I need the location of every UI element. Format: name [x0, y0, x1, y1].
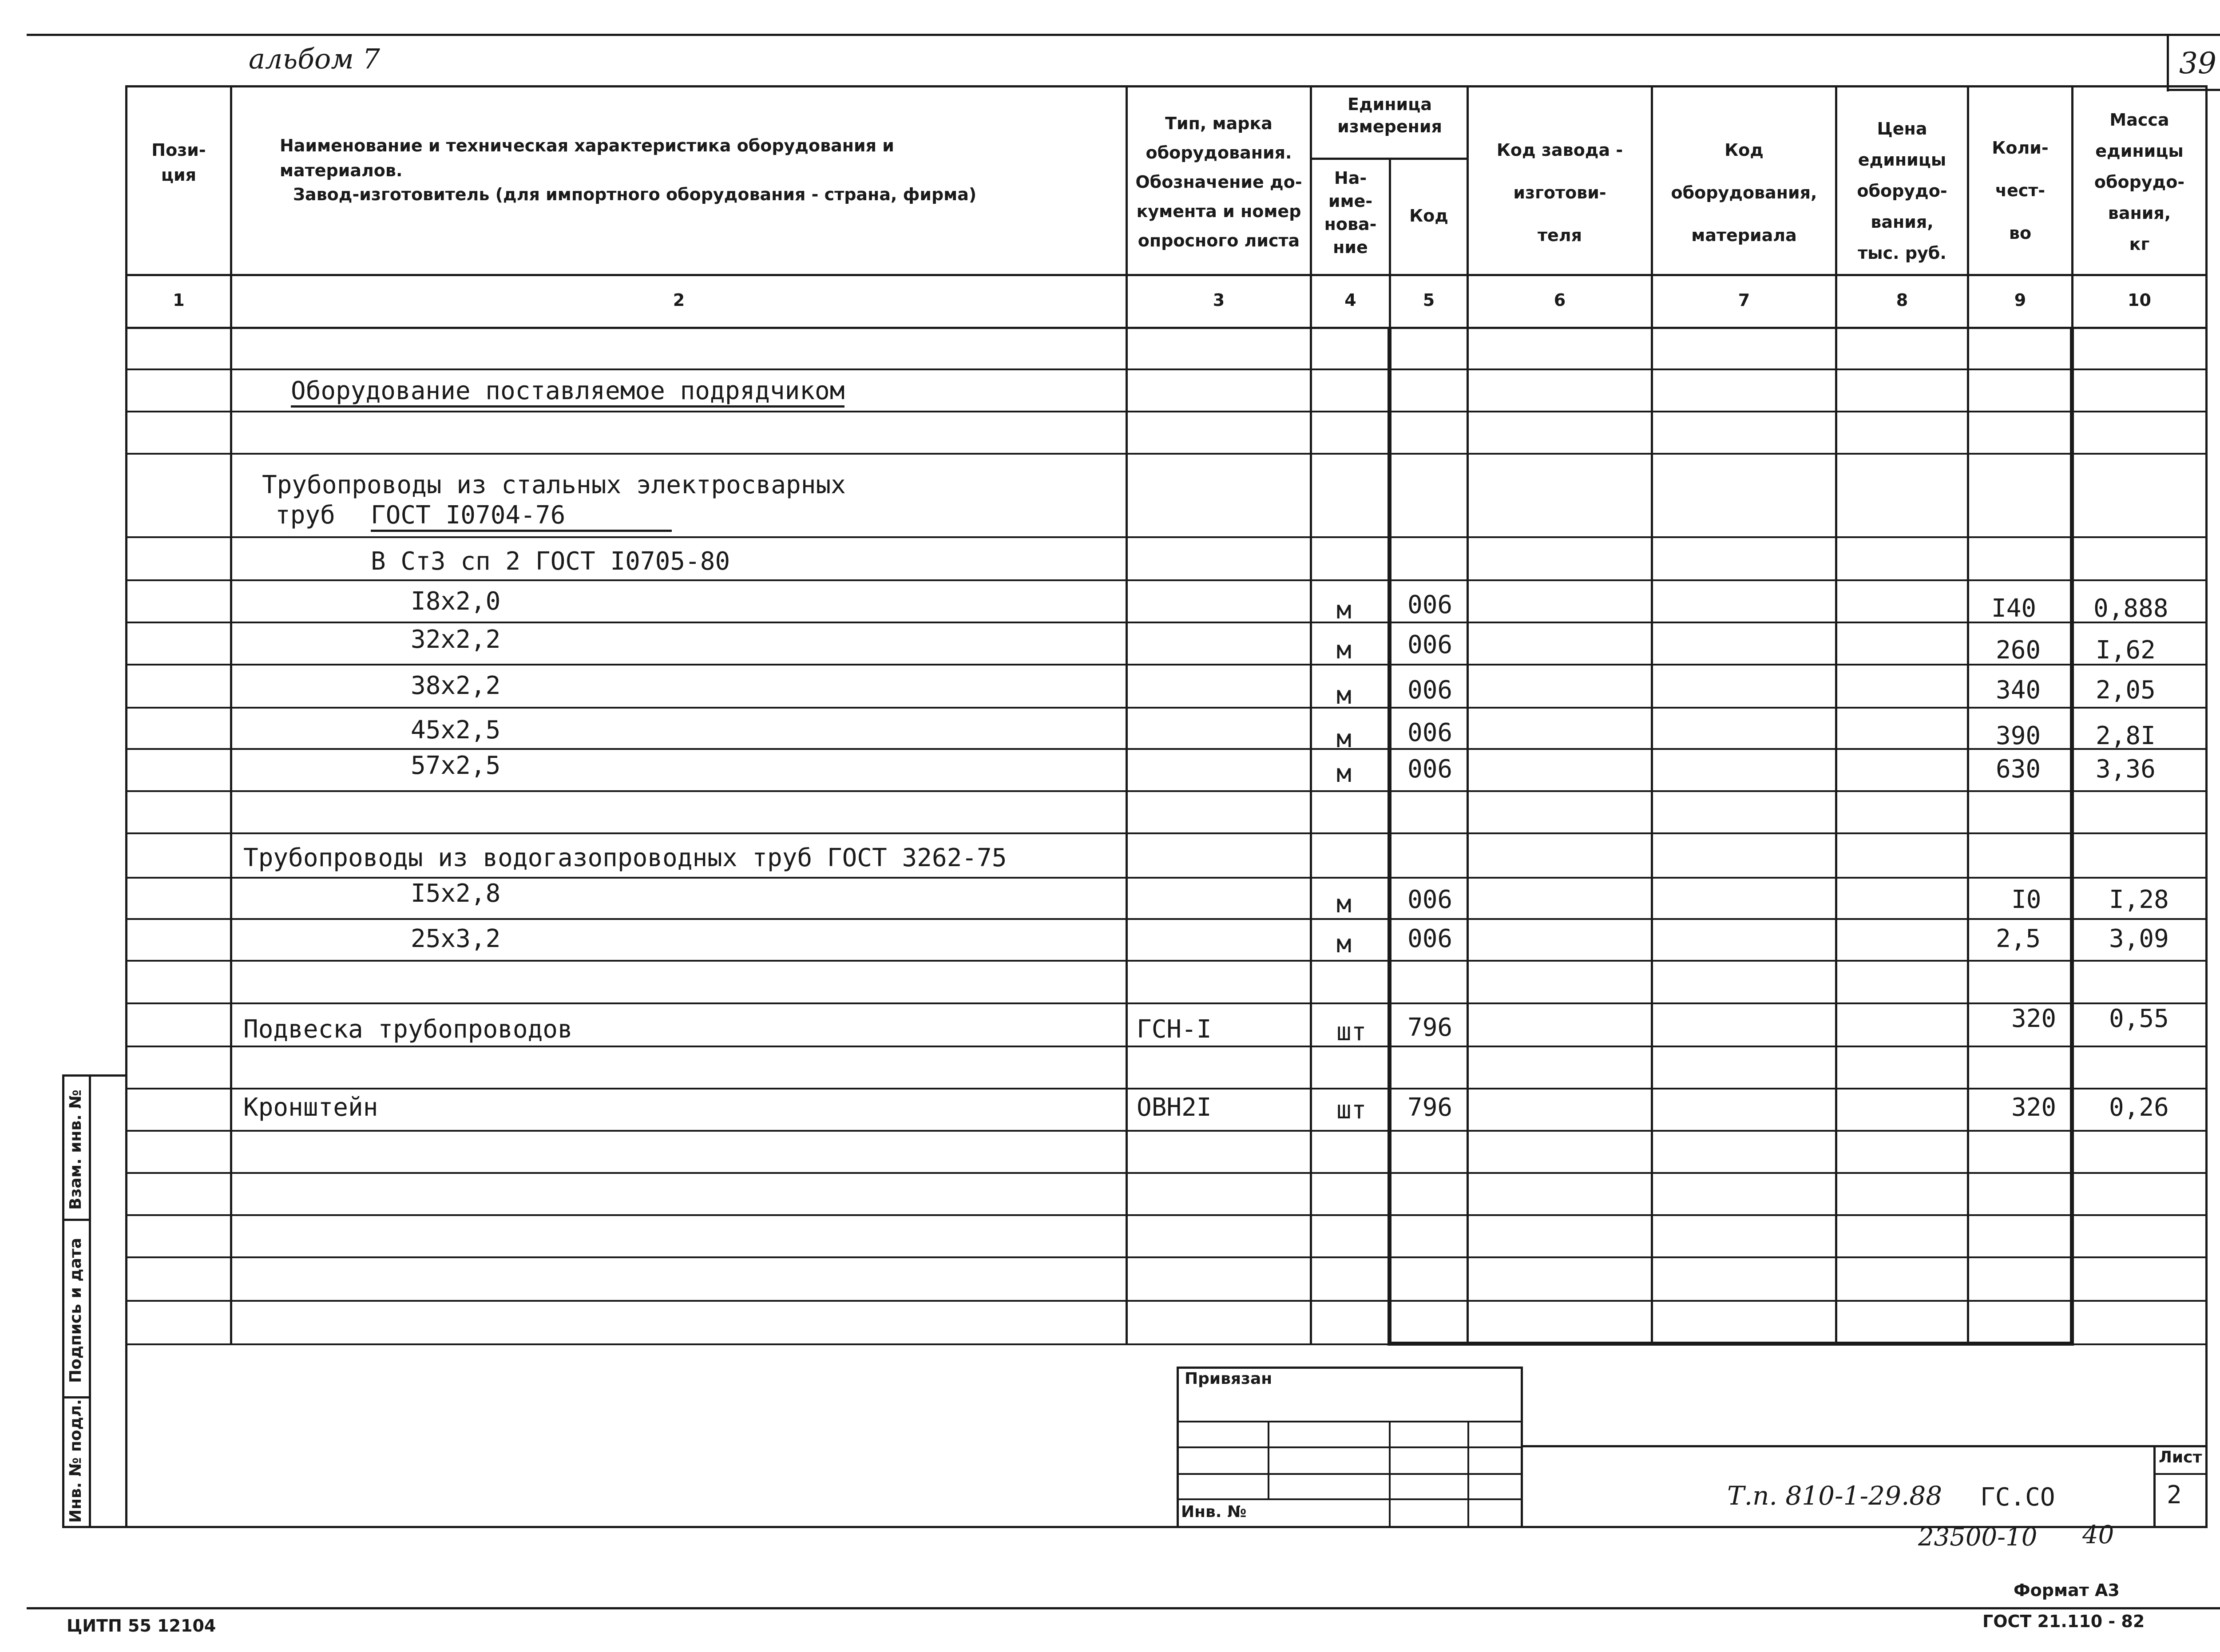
pipe-qty: 390: [1996, 721, 2041, 750]
header-unit-code: Код: [1409, 206, 1448, 226]
header-factory-code: Код завода - изготови- теля: [1496, 140, 1623, 245]
page-number-box-bottom: [2167, 89, 2220, 91]
hanger-unit: шт: [1336, 1018, 1367, 1046]
top-rule: [27, 34, 2220, 36]
hanger-qty: 320: [2011, 1004, 2057, 1033]
bottom-rule: [27, 1607, 2220, 1609]
pipe-qty: 630: [1996, 755, 2041, 784]
pipe-name: 57х2,5: [411, 751, 501, 780]
group1-subtitle: В Ст3 сп 2 ГОСТ I0705-80: [371, 547, 730, 576]
row-line: [125, 1256, 2208, 1258]
tb-vert1: [1268, 1421, 1269, 1498]
pipe-mass: 3,36: [2096, 755, 2156, 784]
pipe-unit: м: [1336, 596, 1352, 625]
pipe-mass: I,28: [2109, 885, 2169, 914]
pipe-unit: м: [1336, 890, 1352, 919]
side-stamp-right: [89, 1074, 91, 1528]
pipe-unit: м: [1336, 681, 1352, 710]
row-line: [125, 1343, 2208, 1345]
table-bottom: [125, 1526, 2208, 1528]
row-line: [125, 707, 2208, 709]
row-line: [125, 832, 2208, 834]
pipe-mass: 3,09: [2109, 924, 2169, 953]
pipe-qty: 2,5: [1996, 924, 2041, 953]
header-mass: Масса единицы оборудо- вания, кг: [2094, 110, 2185, 254]
side-stamp-bottom: [62, 1526, 125, 1528]
row-line: [125, 622, 2208, 623]
table-right: [2205, 85, 2208, 1528]
page-number: 39: [2179, 46, 2216, 80]
doc-mark: ГС.СО: [1980, 1483, 2055, 1512]
pipe-code: 006: [1407, 630, 1453, 659]
colnum-8: 8: [1896, 290, 1908, 310]
header-price: Цена единицы оборудо- вания, тыс. руб.: [1857, 119, 1947, 263]
row-line: [125, 1088, 2208, 1089]
group1-title-gost: ГОСТ I0704-76: [371, 501, 672, 532]
number-row-bottom: [125, 327, 2208, 329]
header-unit-group: Единица измерения: [1337, 95, 1442, 136]
pipe-name: I8х2,0: [411, 587, 501, 616]
colnum-9: 9: [2014, 290, 2026, 310]
pipe-name: 32х2,2: [411, 625, 501, 654]
tb-row3: [1177, 1473, 1523, 1475]
tb-sheet-mid: [2153, 1473, 2207, 1475]
archive-page: 40: [2082, 1521, 2114, 1549]
page-number-box-left: [2167, 34, 2169, 91]
row-line: [125, 1214, 2208, 1216]
tb-main-rule: [1523, 1445, 2207, 1447]
privyazan-label: Привязан: [1185, 1370, 1273, 1388]
pipe-unit: м: [1336, 759, 1352, 788]
side-stamp-top: [62, 1074, 91, 1077]
header-quantity: Коли- чест- во: [1992, 138, 2049, 243]
tb-outer-top: [1177, 1367, 1523, 1369]
bracket-name: Кронштейн: [243, 1093, 378, 1122]
group1-title-line1: Трубопроводы из стальных электросварных: [262, 471, 846, 499]
pipe-code: 006: [1407, 924, 1453, 953]
pipe-qty: I0: [2011, 885, 2042, 914]
unit-group-rule: [1310, 158, 1469, 160]
pipe-mass: 2,8I: [2096, 721, 2156, 750]
colnum-1: 1: [173, 290, 185, 310]
header-unit-name: На- име- нова- ние: [1324, 168, 1377, 257]
row-line: [125, 877, 2208, 879]
bracket-code: 796: [1407, 1093, 1453, 1122]
pipe-qty: I40: [1991, 594, 2037, 623]
row-line: [125, 453, 2208, 455]
pipe-qty: 260: [1996, 636, 2041, 665]
row-line: [125, 664, 2208, 666]
side-stamp-left: [62, 1074, 64, 1528]
pipe-code: 006: [1407, 718, 1453, 747]
printer-label: ЦИТП 55 12104: [67, 1616, 216, 1636]
row-line: [125, 748, 2208, 750]
pipe-code: 006: [1407, 676, 1453, 705]
header-name-line2: Завод-изготовитель (для импортного оборудования - страна, фирма): [293, 185, 977, 204]
row-line: [125, 1172, 2208, 1174]
header-type: Тип, марка оборудования. Обозначение до- кумента и номер опросного листа: [1135, 114, 1302, 250]
side-stamp-signature: Подпись и дата: [67, 1238, 85, 1383]
colnum-2: 2: [673, 290, 685, 310]
pipe-mass: 0,888: [2093, 594, 2168, 623]
pipe-unit: м: [1336, 725, 1352, 753]
pipe-name: 25х3,2: [411, 924, 501, 953]
tb-vert2: [1389, 1421, 1391, 1527]
pipe-qty: 340: [1996, 676, 2041, 705]
sheet-label: Лист: [2159, 1448, 2202, 1466]
doc-code: Т.п. 810-1-29.88: [1727, 1481, 1942, 1511]
sheet-number: 2: [2167, 1481, 2182, 1509]
row-line: [125, 536, 2208, 538]
pipe-code: 006: [1407, 885, 1453, 914]
tb-row4: [1177, 1498, 1523, 1500]
pipe-unit: м: [1336, 930, 1352, 959]
body-bold-right: [2070, 329, 2074, 1345]
album-label: альбом 7: [249, 43, 380, 75]
hanger-name: Подвеска трубопроводов: [243, 1015, 573, 1044]
row-line: [125, 411, 2208, 412]
pipe-unit: м: [1336, 636, 1352, 665]
header-name-line1: Наименование и техническая характеристика оборудования и материалов.: [280, 136, 894, 180]
bracket-unit: шт: [1336, 1096, 1367, 1125]
colnum-10: 10: [2128, 290, 2151, 310]
colnum-5: 5: [1423, 290, 1435, 310]
pipe-code: 006: [1407, 590, 1453, 619]
bracket-qty: 320: [2011, 1093, 2057, 1122]
row-line: [125, 918, 2208, 920]
side-stamp-div1: [62, 1219, 91, 1221]
side-stamp-joint: [89, 1074, 125, 1077]
pipe-mass: 2,05: [2096, 676, 2156, 705]
header-bottom-rule: [125, 274, 2208, 276]
bracket-type: ОВН2I: [1137, 1093, 1212, 1122]
bracket-mass: 0,26: [2109, 1093, 2169, 1122]
group2-title: Трубопроводы из водогазопроводных труб ГОСТ 3262-75: [243, 844, 1007, 872]
pipe-name: 45х2,5: [411, 716, 501, 745]
hanger-type: ГСН-I: [1137, 1015, 1212, 1044]
colnum-6: 6: [1554, 290, 1566, 310]
row-line: [125, 1130, 2208, 1132]
colnum-7: 7: [1738, 290, 1750, 310]
table-top: [125, 85, 2208, 87]
gost-label: ГОСТ 21.110 - 82: [1982, 1612, 2145, 1631]
header-equipment-code: Код оборудования, материала: [1671, 140, 1817, 245]
row-line: [125, 1300, 2208, 1302]
tb-row2: [1177, 1446, 1523, 1448]
side-stamp-inv: Инв. № подл.: [67, 1399, 85, 1523]
section-title: Оборудование поставляемое подрядчиком: [291, 376, 844, 408]
colnum-4: 4: [1344, 290, 1356, 310]
pipe-mass: I,62: [2096, 636, 2156, 665]
side-stamp-vzam: Взам. инв. №: [67, 1089, 85, 1210]
pipe-code: 006: [1407, 755, 1453, 784]
hanger-code: 796: [1407, 1013, 1453, 1042]
colnum-3: 3: [1213, 290, 1225, 310]
row-line: [125, 368, 2208, 370]
pipe-name: 38х2,2: [411, 671, 501, 700]
body-bold-left: [1388, 329, 1391, 1345]
tb-sheet-left: [2153, 1445, 2156, 1527]
row-line: [125, 1046, 2208, 1047]
row-line: [125, 1002, 2208, 1004]
hanger-mass: 0,55: [2109, 1004, 2169, 1033]
pipe-name: I5х2,8: [411, 879, 501, 908]
row-line: [125, 579, 2208, 581]
row-line: [125, 960, 2208, 962]
tb-vert3: [1467, 1421, 1469, 1527]
header-position: Пози- ция: [151, 140, 206, 185]
side-stamp-div2: [62, 1396, 91, 1398]
tb-row1: [1177, 1421, 1523, 1422]
group1-title-line2a: труб: [275, 501, 335, 530]
row-line: [125, 790, 2208, 792]
archive-number: 23500-10: [1918, 1523, 2038, 1552]
inv-no-label: Инв. №: [1181, 1503, 1247, 1521]
format-label: Формат А3: [2014, 1581, 2120, 1600]
